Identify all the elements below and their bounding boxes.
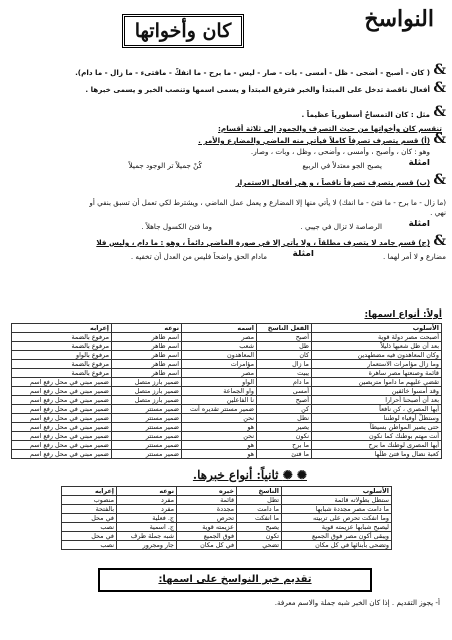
table-row [12,405,442,414]
table-cell: نحن [182,432,257,441]
table-cell: نكون [257,432,312,441]
column-header: الأسلوب [282,487,392,496]
table-cell: ضمير مبني في محل رفع اسم [12,441,112,450]
table-cell: بالفتحة [62,505,117,514]
table-cell: مفرد [117,505,177,514]
table-cell: ضمير بارز متصل [112,378,182,387]
table-cell: عزيمته قوية [177,523,237,532]
section-c-text: مضارع و لا أمر لهما . [383,252,446,261]
table-cell: ضمير مستتر [112,414,182,423]
table-cell: تحرص [177,514,237,523]
table-row [12,387,442,396]
ampersand-bullet-icon: & [433,104,446,120]
table-cell: يصبح [237,523,282,532]
table-predicate-types [61,486,392,550]
table-cell: ما فتئ [257,450,312,459]
table-cell: منصوب [62,496,117,505]
column-header: الفعل الناسخ [257,324,312,333]
table-cell: ضمير مستتر [112,450,182,459]
table-cell: في كل مكان [177,541,237,550]
table-cell: ضمير مستتر تقديره أنت [182,405,257,414]
table-row [12,423,442,432]
table-cell: في محل [62,532,117,541]
table-cell: ضمير مستتر [112,432,182,441]
section-b-example-1: الرصاصة لا تزال في جيبي . [300,222,382,231]
table-cell: الواو [182,378,257,387]
table-cell: نحن [182,414,257,423]
section-c-example: مادام الحق واضحاً فليس من العدل أن تخفيه . [130,252,267,261]
table-cell: يصير [257,423,312,432]
table-cell: نظل [257,414,312,423]
table-cell: أيها المصرى لوطنك ما برح [312,441,442,450]
table-cell: ضمير مبني في محل رفع اسم [12,387,112,396]
table-cell: مرفوع بالواو [12,351,112,360]
table-row [12,378,442,387]
column-header: اسمه [182,324,257,333]
column-header: نوعه [112,324,182,333]
table-row [62,541,392,550]
table-row [12,450,442,459]
division-heading: تنقسم كان وأخواتها من حيث التصرف والجمود إلى ثلاثة أقسام: [218,124,442,133]
table-cell: هو [182,450,257,459]
column-header: الأسلوب [312,324,442,333]
table-cell: حتى يصير المواطن بسيطاً [312,423,442,432]
table-cell: ج. فعلية [117,514,177,523]
table-cell: ستظل بطولاته قائمة [282,496,392,505]
table-cell: ضمير مستتر [112,441,182,450]
table-cell: يبيت [257,369,312,378]
table-cell: أصبح [257,333,312,342]
column-header: خبره [177,487,237,496]
intro-list: ( كان - أصبح - أضحى - ظل - أمسى - بات - صار - ليس - ما برح - ما انفكّ - مافتىء - ما زال - ما دام). [75,68,430,77]
table-row [62,514,392,523]
table-cell: نصب [62,541,117,550]
table-cell: وقد أمسوا خائفين [312,387,442,396]
table-row [62,523,392,532]
table-cell: وما انفكت تحرص على تربيته [282,514,392,523]
table-cell: ضمير مبني في محل رفع اسم [12,432,112,441]
table-row [12,441,442,450]
table-cell: وما زال مؤامرات الاستعمار [312,360,442,369]
table-cell: هو [182,423,257,432]
table-cell: ضمير بارز متصل [112,396,182,405]
table-cell: كان [257,351,312,360]
table-cell: مؤامرات [182,360,257,369]
table2-heading-text: ثانياً: أنواع خبرها. [192,468,279,482]
table-cell: مفرد [117,496,177,505]
table-cell: قائمة وصنعتها مصر ساهرة [312,369,442,378]
table-body [12,333,442,459]
table-cell: ليصبح شبابها عزيمته قوية [282,523,392,532]
table-cell: ضمير مبني في محل رفع اسم [12,378,112,387]
ampersand-bullet-icon: & [433,80,446,96]
table-cell: تقضي عليهم ما داموا متربصين [312,378,442,387]
table-cell: أصبح [257,396,312,405]
table-cell: ضمير مستتر [112,423,182,432]
column-header: الناسخ [237,487,282,496]
table-cell: ما دامت [237,505,282,514]
table-cell: ما دامت مصر مجددة شبابها [282,505,392,514]
table-body [62,496,392,550]
table-cell: ما برح [257,441,312,450]
table-cell: مجددة [177,505,237,514]
table1-heading: أولاً: أنواع اسمها: [364,310,442,320]
intro-definition: أفعال ناقصة تدخل على المبتدأ والخبر فترفع المبتدأ و يسمى اسمها وتنصب الخبر و يسمى خبرها . [85,85,430,94]
table-row [12,342,442,351]
table-cell: في محل [62,514,117,523]
table-cell: أصبحت مصر دولة قوية [312,333,442,342]
table-name-types [11,323,442,459]
table-cell: ج. اسمية [117,523,177,532]
table-cell: بعد أن ظل شعبها ذليلاً [312,342,442,351]
ampersand-bullet-icon: & [433,233,446,249]
table-cell: هو [182,441,257,450]
table-row [62,496,392,505]
table-cell: وكان المعاهدون فيه مضطهدين [312,351,442,360]
table-cell: ما انفكت [237,514,282,523]
table-cell: ضمير بارز متصل [112,387,182,396]
table-cell: مرفوع بالضمة [12,342,112,351]
table-row [12,396,442,405]
table-cell: مصر [182,333,257,342]
table-row [12,369,442,378]
table-cell: أنت مهتم بوطنك كما نكون [312,432,442,441]
column-header: إعرابه [62,487,117,496]
section-c-examples-label: أمثلة [292,250,314,259]
table-header-row [12,324,442,333]
ampersand-bullet-icon: & [433,62,446,78]
section-a-example-2: كُنْ جميلاً تر الوجود جميلاً [128,161,202,170]
table-cell: المعاهدون [182,351,257,360]
section-b-example-2: وما فتئ الكسول جاهلاً . [141,222,212,231]
table-cell: ما دام [257,378,312,387]
table-cell: ضمير مستتر [112,405,182,414]
section-b-text-1: (ما زال - ما برح - ما فتئ - ما انفك) لا يأتي منها إلا المضارع و يعمل عمل الماضي ، ويشترط لكي تعمل أن تسبق بنفي أو [89,198,446,207]
table-cell: وتضحى بأبنائها في كل مكان [282,541,392,550]
table-cell: وستظلّ أوفياء لوطننا [312,414,442,423]
table-cell: اسم ظاهر [112,351,182,360]
intro-example: مثل : كان التمساحُ أسطورياً عظيماً . [301,110,430,119]
section-a-examples-label: أمثلة [408,159,430,168]
boxed-subtitle: كان وأخواتها [122,14,244,48]
table2-heading [193,468,307,482]
table-cell: شبه جملة ظرف [117,532,177,541]
table-cell: ضمير مبني في محل رفع اسم [12,414,112,423]
column-header: إعرابه [12,324,112,333]
section-a-title: (أ) قسم يتصرف تصرفاً كاملاً فيأتي منه الماضي والمضارع والأمر . [198,136,430,145]
section-b-text-2: نهي . [430,208,446,217]
page-title: النواسخ [364,6,434,32]
section-b-examples-label: أمثلة [408,220,430,229]
table-row [12,333,442,342]
table-cell: تكون [237,532,282,541]
section-b-title: (ب) قسم يتصرف تصرفاً ناقصاً ، و هي أفعال الاستمرار [235,178,430,187]
table-cell: ضمير مبني في محل رفع اسم [12,450,112,459]
table-cell: مصر [182,369,257,378]
table-cell: أمسى [257,387,312,396]
table-cell: مرفوع بالضمة [12,360,112,369]
table-cell: نصب [62,523,117,532]
table-cell: نا الفاعلين [182,396,257,405]
table-cell: اسم ظاهر [112,369,182,378]
ampersand-bullet-icon: & [433,172,446,188]
table-cell: فوق الجميع [177,532,237,541]
table-row [12,360,442,369]
column-header: نوعه [117,487,177,496]
table-row [12,432,442,441]
table-cell: أيها المصري ، كن نافعاً [312,405,442,414]
section-a-text: وهو : كان ، وأصبح ، وأمسى ، وأضحى ، وظل ، وبات ، وصار. [250,147,430,156]
table-row [12,414,442,423]
table-cell: مرفوع بالضمة [12,333,112,342]
table-cell: اسم ظاهر [112,360,182,369]
table-cell: كن [257,405,312,414]
flower-icon: ✺ ✺ [282,468,307,482]
section-c-title: (ج) قسم جامد لا يتصرف مطلقاً ، ولا يأتي إلا في صورة الماضي دائماً ، وهو : ما دام ، وليس فلا [96,238,430,247]
table-row [62,532,392,541]
table-cell: ضمير مبني في محل رفع اسم [12,423,112,432]
table-cell: جار ومجرور [117,541,177,550]
table-header-row [62,487,392,496]
ampersand-bullet-icon: & [433,131,446,147]
table-cell: ضمير مبني في محل رفع اسم [12,405,112,414]
table-cell: كعبة نضال وما فتئ ظلّها [312,450,442,459]
table-cell: قائمة [177,496,237,505]
table-cell: ويبقى أكون مصر فوق الجميع [282,532,392,541]
table-cell: اسم ظاهر [112,333,182,342]
table-cell: ما زال [257,360,312,369]
table-cell: مرفوع بالضمة [12,369,112,378]
table-cell: ضمير مبني في محل رفع اسم [12,396,112,405]
table-cell: واو الجماعة [182,387,257,396]
footer-text: أ- يجوز التقديم . إذا كان الخبر شبه جملة والاسم معرفة. [274,598,440,607]
table-cell: تضحي [237,541,282,550]
footer-boxed-heading: تقديم خبر النواسخ على اسمها: [98,568,372,592]
table-cell: شعب [182,342,257,351]
table-cell: اسم ظاهر [112,342,182,351]
table-cell: بعد أن أصبحنا أحرارا [312,396,442,405]
table-row [12,351,442,360]
table-cell: تظل [237,496,282,505]
table-row [62,505,392,514]
table-cell: ظل [257,342,312,351]
section-a-example-1: يصبح الجو معتدلاً في الربيع [302,161,382,170]
